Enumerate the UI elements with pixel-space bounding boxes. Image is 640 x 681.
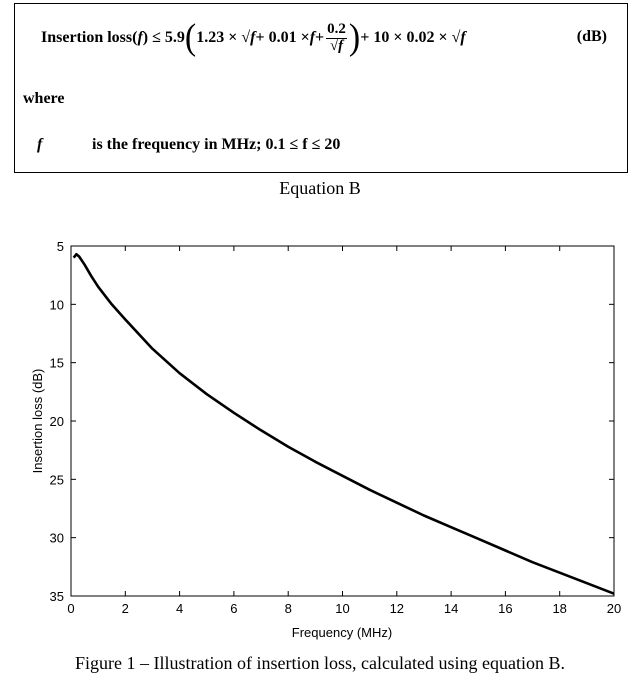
eq-term1: 1.23 × √ bbox=[196, 29, 251, 46]
y-tick-label: 25 bbox=[49, 472, 64, 488]
x-ticks bbox=[67, 246, 621, 616]
x-tick-label: 0 bbox=[67, 601, 75, 616]
frequency-description: is the frequency in MHz; 0.1 ≤ f ≤ 20 bbox=[92, 136, 341, 153]
x-tick-label: 6 bbox=[230, 601, 238, 616]
where-label: where bbox=[23, 90, 65, 107]
equation-box bbox=[14, 3, 628, 173]
x-axis-label: Frequency (MHz) bbox=[291, 625, 393, 640]
x-tick-label: 18 bbox=[552, 601, 567, 616]
eq-lhs: Insertion loss( bbox=[41, 29, 138, 46]
eq-close-paren: ) bbox=[348, 17, 361, 58]
insertion-loss-equation bbox=[41, 18, 466, 58]
eq-lhs-var: f bbox=[137, 29, 143, 46]
eq-term2: + 0.01 × bbox=[255, 29, 310, 46]
insertion-loss-chart bbox=[0, 230, 640, 650]
y-ticks bbox=[50, 239, 614, 604]
y-axis-label: Insertion loss (dB) bbox=[30, 368, 45, 474]
y-tick-label: 35 bbox=[49, 589, 64, 604]
x-tick-label: 14 bbox=[443, 601, 459, 616]
frequency-symbol: f bbox=[37, 136, 43, 153]
plot-frame bbox=[71, 246, 614, 596]
eq-frac-num: 0.2 bbox=[327, 20, 346, 37]
y-tick-label: 15 bbox=[49, 355, 64, 371]
y-tick-label: 10 bbox=[49, 297, 64, 313]
x-tick-label: 8 bbox=[284, 601, 292, 616]
x-tick-label: 20 bbox=[606, 601, 622, 616]
insertion-loss-curve bbox=[74, 254, 614, 594]
equation-caption: Equation B bbox=[279, 178, 361, 198]
x-tick-label: 2 bbox=[121, 601, 129, 616]
eq-term1-var: f bbox=[250, 29, 256, 46]
y-tick-label: 5 bbox=[56, 239, 64, 254]
x-tick-label: 12 bbox=[389, 601, 405, 616]
eq-term2-var: f bbox=[309, 29, 316, 46]
y-tick-label: 30 bbox=[49, 530, 64, 546]
eq-open-paren: ( bbox=[184, 17, 197, 58]
eq-unit: (dB) bbox=[576, 28, 607, 45]
x-tick-label: 4 bbox=[175, 601, 184, 616]
eq-term3: + bbox=[315, 29, 325, 46]
eq-lhs-close: ) ≤ 5.9 bbox=[142, 29, 185, 46]
y-tick-label: 20 bbox=[49, 414, 64, 429]
eq-tail-var: f bbox=[460, 29, 466, 46]
figure-caption: Figure 1 – Illustration of insertion loss, calculated using equation B. bbox=[75, 653, 565, 673]
x-tick-label: 10 bbox=[335, 601, 350, 616]
eq-frac-den: √f bbox=[329, 37, 344, 54]
eq-tail: + 10 × 0.02 × √ bbox=[360, 29, 461, 46]
eq-fraction bbox=[326, 22, 347, 55]
x-tick-label: 16 bbox=[498, 601, 513, 616]
